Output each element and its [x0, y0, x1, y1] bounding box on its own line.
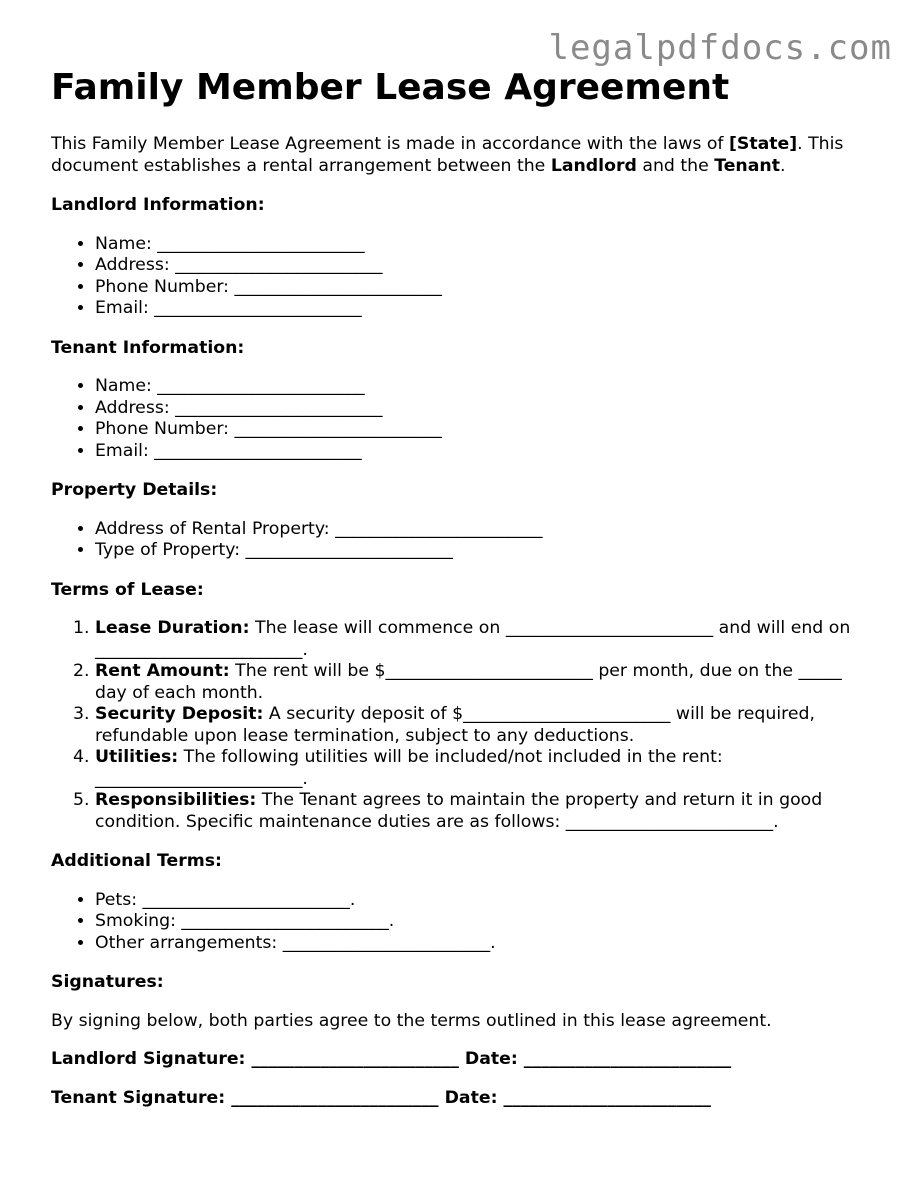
rent-amount-item [95, 661, 871, 704]
intro-paragraph [51, 134, 871, 177]
state-placeholder: [State] [728, 134, 798, 154]
term-text: The lease will commence on ________________________ and will end on ________________________. [95, 618, 851, 660]
other-arrangements-item: • Other arrangements: ________________________. [95, 933, 871, 955]
lease-duration-item [95, 618, 871, 661]
tenant-address-item: • Address: ________________________ [95, 398, 871, 420]
watermark-text: legalpdfdocs.com [548, 28, 892, 68]
intro-text: This Family Member Lease Agreement is made in accordance with the laws of [51, 134, 729, 154]
tenant-signature-line: Tenant Signature: ________________________ Date: ________________________ [51, 1087, 711, 1108]
term-label: Utilities: [95, 747, 179, 767]
landlord-signature-line: Landlord Signature: ________________________ Date: ________________________ [51, 1049, 732, 1069]
terms-list [51, 618, 871, 833]
utilities-item [95, 747, 871, 790]
landlord-term: Landlord [550, 155, 637, 176]
term-text: The Tenant agrees to maintain the property and return it in good condition. Specific maintenance duties are as follows: ________________________. [95, 790, 823, 832]
landlord-email-item: • Email: ________________________ [95, 298, 871, 320]
property-type-item: • Type of Property: ________________________ [95, 540, 871, 562]
term-label: Responsibilities: [95, 790, 257, 810]
signatures-heading: Signatures: [51, 972, 164, 992]
term-text: A security deposit of $________________________ will be required, refundable upon lease termination, subject to any deductions. [95, 704, 815, 746]
document-page [51, 62, 871, 1109]
tenant-phone-item: • Phone Number: ________________________ [95, 419, 871, 441]
signatures-intro: By signing below, both parties agree to the terms outlined in this lease agreement. [51, 1010, 772, 1031]
landlord-info-list [51, 234, 871, 320]
additional-terms-heading: Additional Terms: [51, 851, 222, 871]
property-details-heading: Property Details: [51, 480, 218, 500]
property-details-list [51, 519, 871, 562]
tenant-info-heading: Tenant Information: [51, 337, 245, 358]
additional-terms-list [51, 890, 871, 955]
security-deposit-item [95, 704, 871, 747]
term-text: The following utilities will be included/not included in the rent: ________________________. [95, 747, 723, 789]
document-title: Family Member Lease Agreement [51, 67, 730, 108]
tenant-email-item: • Email: ________________________ [95, 441, 871, 463]
terms-heading: Terms of Lease: [51, 579, 204, 600]
tenant-name-item: • Name: ________________________ [95, 376, 871, 398]
landlord-phone-item: • Phone Number: ________________________ [95, 277, 871, 299]
responsibilities-item [95, 790, 871, 833]
property-address-item: • Address of Rental Property: ________________________ [95, 519, 871, 541]
intro-text: and the [636, 155, 715, 176]
tenant-info-list [51, 376, 871, 462]
term-label: Lease Duration: [95, 618, 250, 638]
intro-text: . [779, 155, 786, 176]
term-text: The rent will be $________________________ per month, due on the _____ day of each month. [95, 661, 842, 703]
landlord-info-heading: Landlord Information: [51, 195, 265, 215]
term-label: Security Deposit: [95, 704, 264, 724]
landlord-address-item: • Address: ________________________ [95, 255, 871, 277]
smoking-item: • Smoking: ________________________. [95, 911, 871, 933]
landlord-name-item: • Name: ________________________ [95, 234, 871, 256]
pets-item: • Pets: ________________________. [95, 890, 871, 912]
term-label: Rent Amount: [95, 661, 230, 681]
intro-text: . This document establishes a rental arrangement between the [51, 134, 844, 176]
tenant-term: Tenant [714, 155, 780, 176]
